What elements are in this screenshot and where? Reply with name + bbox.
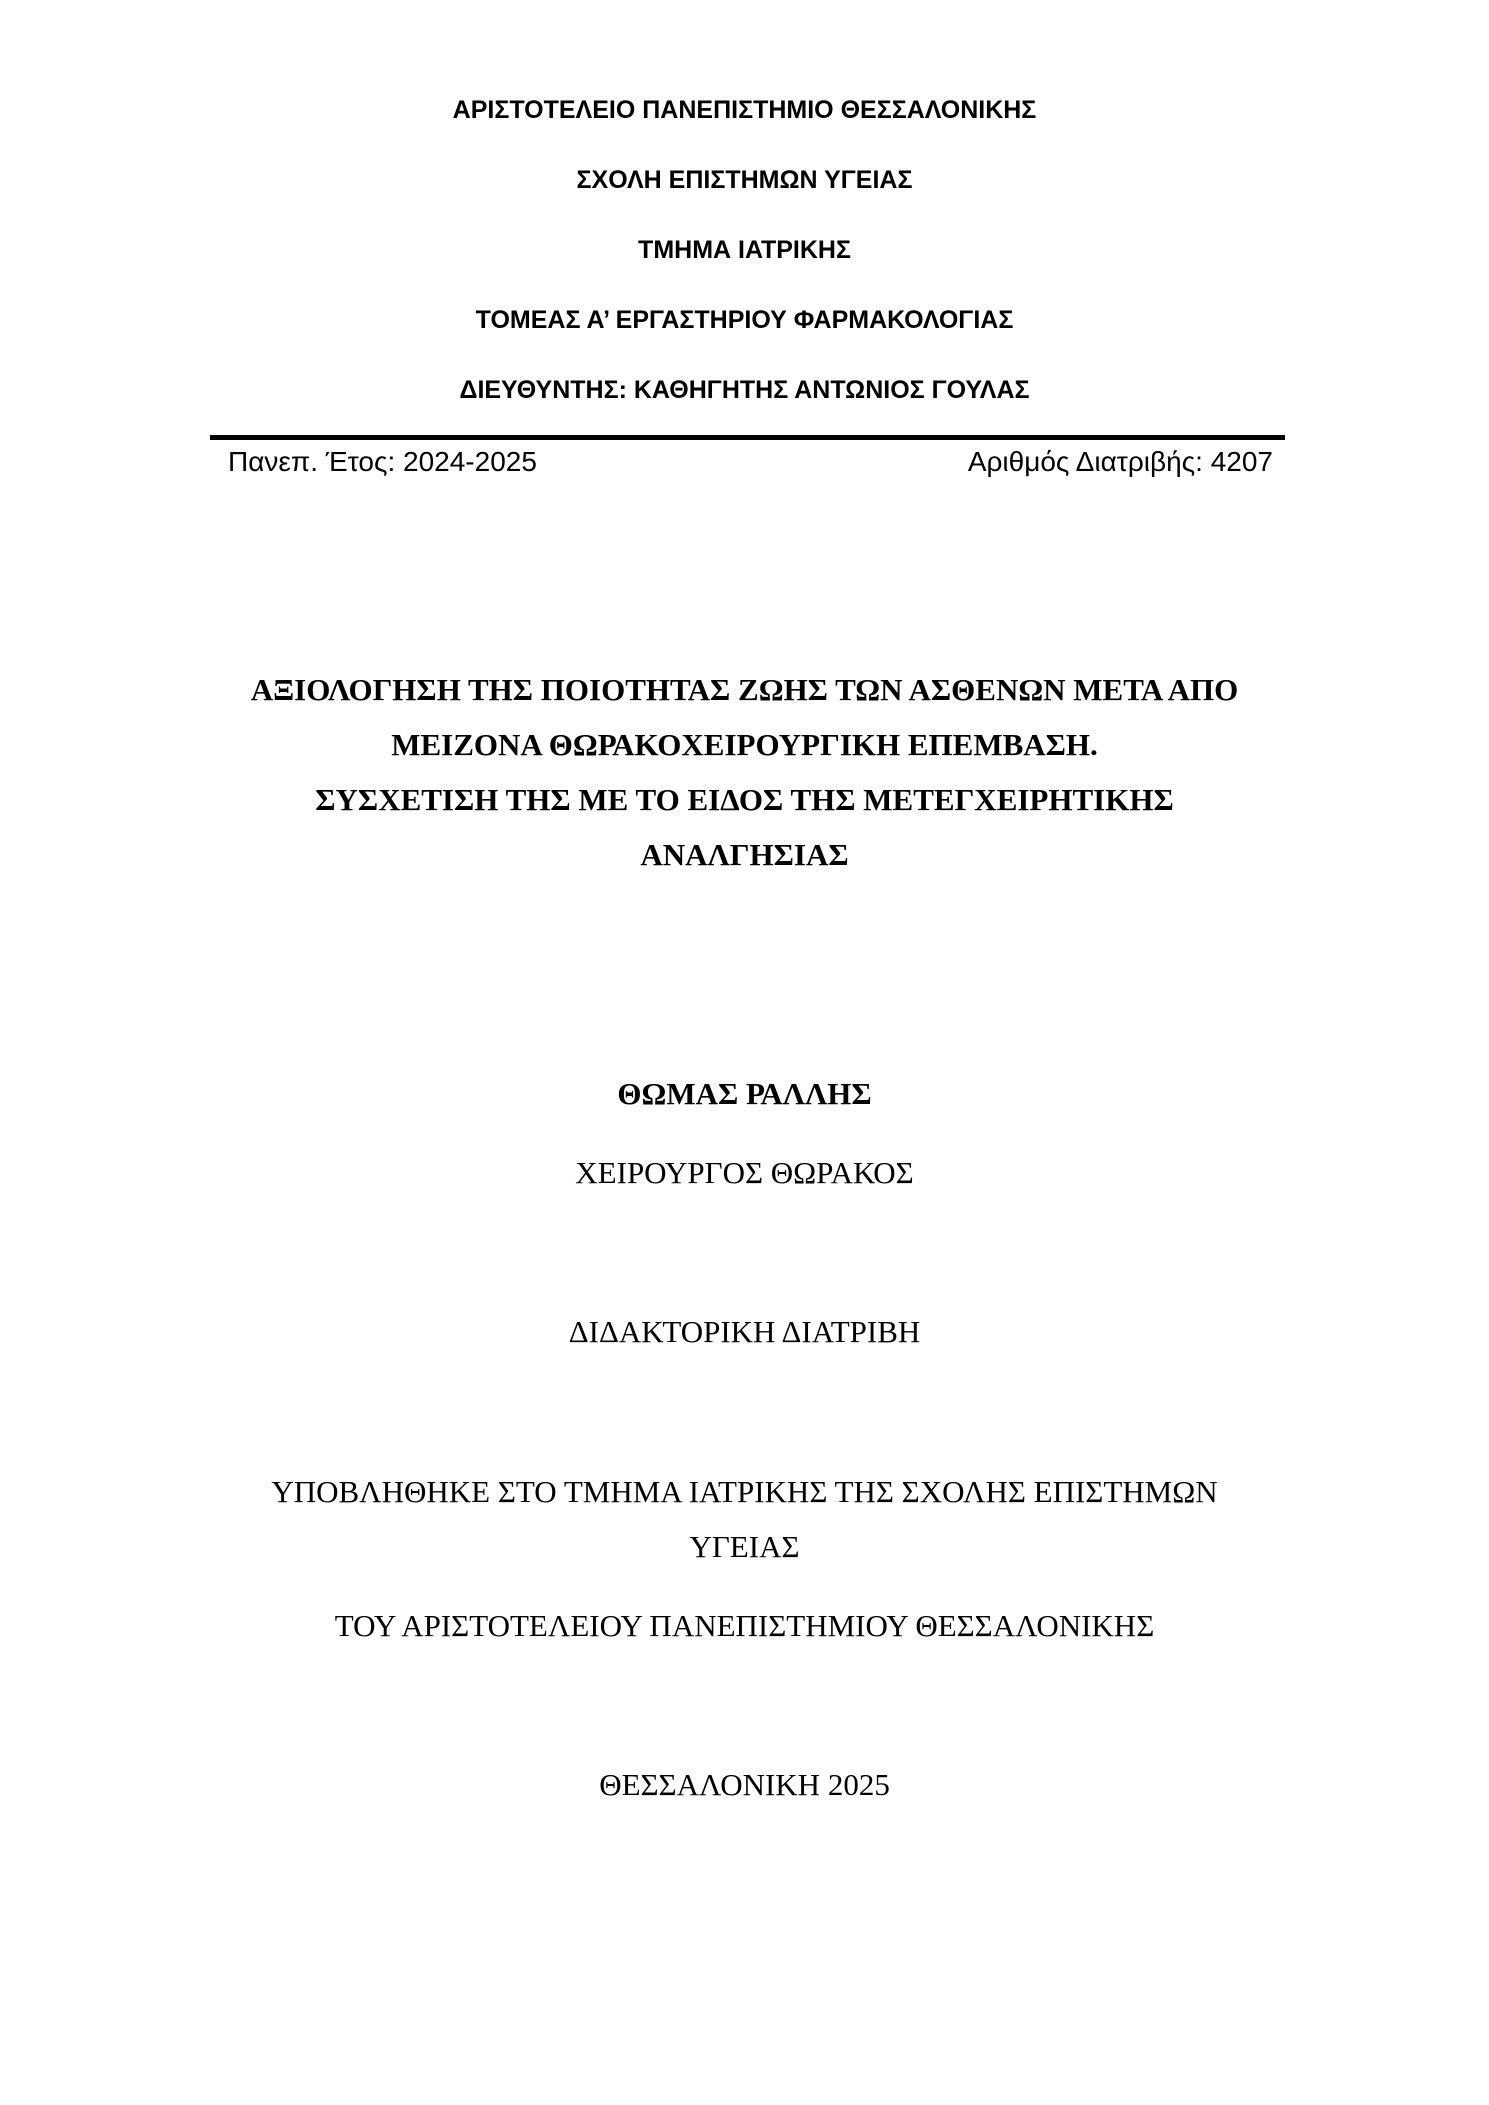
submission-line-3: ΤΟΥ ΑΡΙΣΤΟΤΕΛΕΙΟΥ ΠΑΝΕΠΙΣΤΗΜΙΟΥ ΘΕΣΣΑΛΟΝΙΚΗΣ [334, 1608, 1155, 1643]
thesis-title-line-4: ΑΝΑΛΓΗΣΙΑΣ [640, 837, 849, 872]
thesis-title-line-1: ΑΞΙΟΛΟΓΗΣΗ ΤΗΣ ΠΟΙΟΤΗΤΑΣ ΖΩΗΣ ΤΩΝ ΑΣΘΕΝΩΝ ΜΕΤΑ ΑΠΟ [250, 672, 1239, 707]
thesis-type: ΔΙΔΑΚΤΟΡΙΚΗ ΔΙΑΤΡΙΒΗ [568, 1314, 921, 1349]
author-role: ΧΕΙΡΟΥΡΓΟΣ ΘΩΡΑΚΟΣ [575, 1155, 914, 1190]
university-name: ΑΡΙΣΤΟΤΕΛΕΙΟ ΠΑΝΕΠΙΣΤΗΜΙΟ ΘΕΣΣΑΛΟΝΙΚΗΣ [452, 96, 1037, 124]
thesis-title-line-2: ΜΕΙΖΟΝΑ ΘΩΡΑΚΟΧΕΙΡΟΥΡΓΙΚΗ ΕΠΕΜΒΑΣΗ. [391, 727, 1098, 762]
place-year: ΘΕΣΣΑΛΟΝΙΚΗ 2025 [599, 1767, 890, 1802]
director-line: ΔΙΕΥΘΥΝΤΗΣ: ΚΑΘΗΓΗΤΗΣ ΑΝΤΩΝΙΟΣ ΓΟΥΛΑΣ [459, 376, 1030, 404]
academic-year: Πανεπ. Έτος: 2024-2025 [228, 446, 537, 477]
submission-line-2: ΥΓΕΙΑΣ [689, 1529, 800, 1564]
sector-name: ΤΟΜΕΑΣ Α’ ΕΡΓΑΣΤΗΡΙΟΥ ΦΑΡΜΑΚΟΛΟΓΙΑΣ [475, 306, 1014, 334]
submission-line-1: ΥΠΟΒΛΗΘΗΚΕ ΣΤΟ ΤΜΗΜΑ ΙΑΤΡΙΚΗΣ ΤΗΣ ΣΧΟΛΗΣ ΕΠΙΣΤΗΜΩΝ [271, 1474, 1218, 1509]
header-divider [210, 435, 1285, 440]
department-name: ΤΜΗΜΑ ΙΑΤΡΙΚΗΣ [638, 236, 851, 264]
author-name: ΘΩΜΑΣ ΡΑΛΛΗΣ [617, 1076, 872, 1111]
school-name: ΣΧΟΛΗ ΕΠΙΣΤΗΜΩΝ ΥΓΕΙΑΣ [576, 166, 913, 194]
thesis-title-line-3: ΣΥΣΧΕΤΙΣΗ ΤΗΣ ΜΕ ΤΟ ΕΙΔΟΣ ΤΗΣ ΜΕΤΕΓΧΕΙΡΗΤΙΚΗΣ [315, 782, 1174, 817]
thesis-number: Αριθμός Διατριβής: 4207 [967, 446, 1273, 477]
